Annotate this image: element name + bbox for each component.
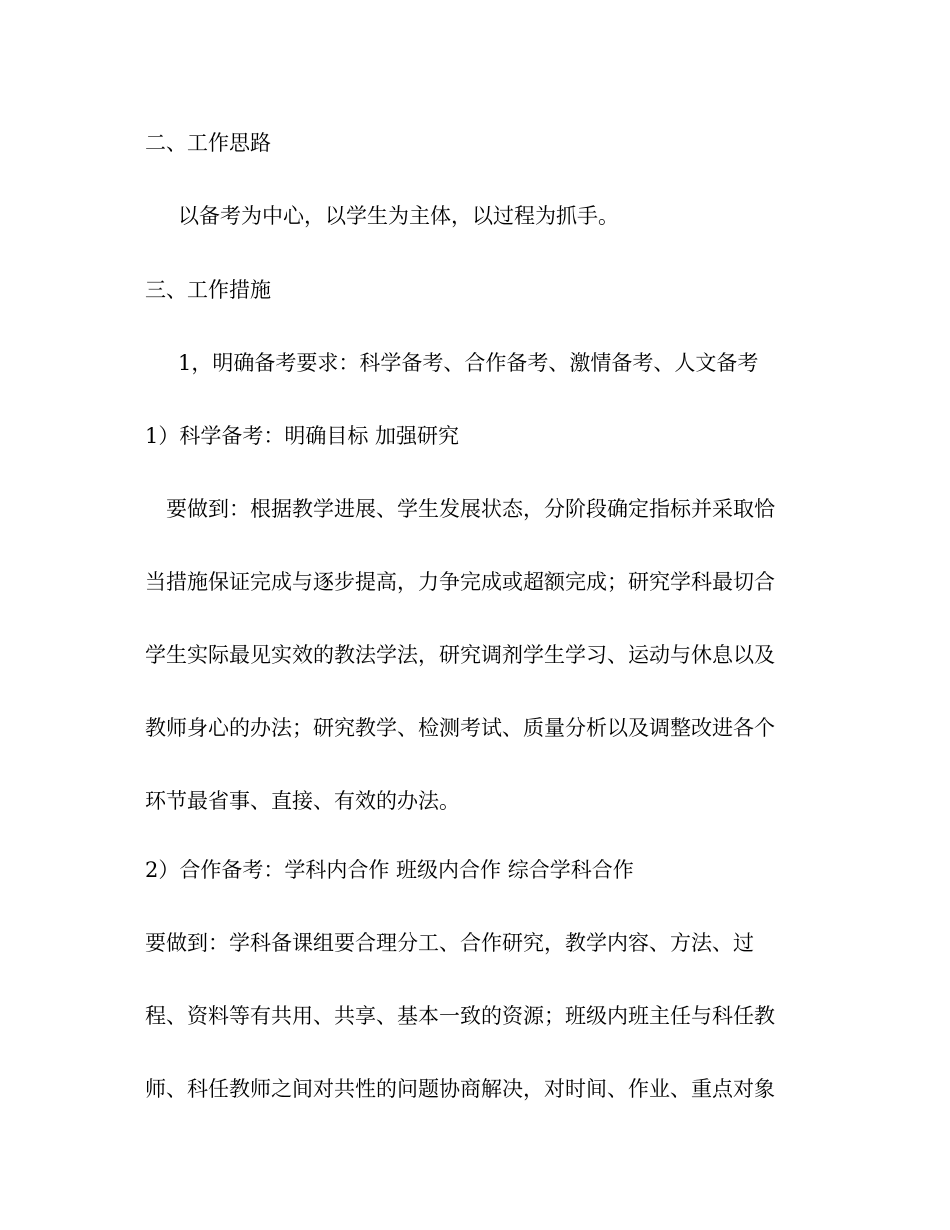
cooperative-prep-paragraph-line: 程、资料等有共用、共享、基本一致的资源；班级内班主任与科任教 bbox=[145, 1004, 775, 1028]
scientific-prep-paragraph-line: 学生实际最见实效的教法学法，研究调剂学生学习、运动与休息以及 bbox=[145, 643, 775, 667]
section-heading-work-measures: 三、工作措施 bbox=[145, 278, 271, 302]
cooperative-prep-paragraph-line: 要做到：学科备课组要合理分工、合作研究，教学内容、方法、过 bbox=[145, 931, 754, 955]
sub-heading-scientific-prep: 1）科学备考：明确目标 加强研究 bbox=[145, 424, 460, 448]
scientific-prep-paragraph-line: 要做到：根据教学进展、学生发展状态，分阶段确定指标并采取恰 bbox=[166, 497, 775, 521]
section-heading-work-approach: 二、工作思路 bbox=[145, 131, 271, 155]
scientific-prep-paragraph-line: 当措施保证完成与逐步提高，力争完成或超额完成；研究学科最切合 bbox=[145, 570, 775, 594]
measure-item-1: 1，明确备考要求：科学备考、合作备考、激情备考、人文备考 bbox=[178, 351, 759, 375]
work-approach-text: 以备考为中心，以学生为主体，以过程为抓手。 bbox=[178, 204, 619, 228]
scientific-prep-paragraph-line: 教师身心的办法；研究教学、检测考试、质量分析以及调整改进各个 bbox=[145, 716, 775, 740]
cooperative-prep-paragraph-line: 师、科任教师之间对共性的问题协商解决，对时间、作业、重点对象 bbox=[145, 1077, 775, 1101]
sub-heading-cooperative-prep: 2）合作备考：学科内合作 班级内合作 综合学科合作 bbox=[145, 858, 634, 882]
scientific-prep-paragraph-line: 环节最省事、直接、有效的办法。 bbox=[145, 789, 460, 813]
